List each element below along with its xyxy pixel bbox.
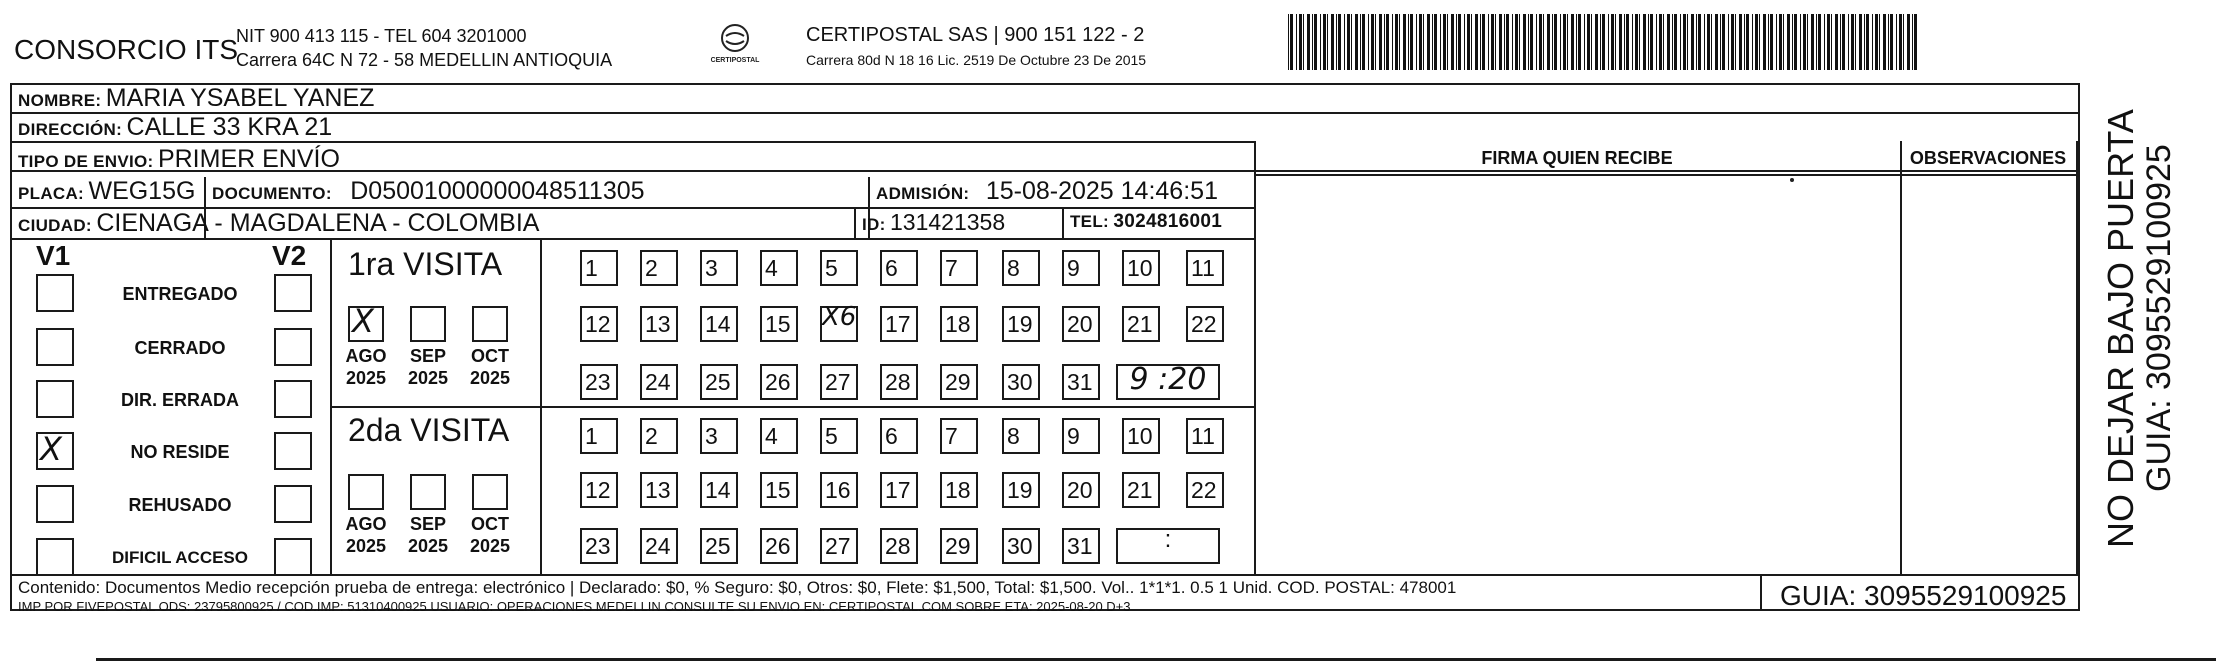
day-box[interactable]: 29	[940, 528, 978, 564]
month-checkbox[interactable]	[472, 474, 508, 510]
day-box[interactable]: 18	[940, 306, 978, 342]
signature-dot	[1790, 178, 1794, 182]
day-box[interactable]: 17	[880, 306, 918, 342]
v2-checkbox[interactable]	[274, 274, 312, 312]
day-box[interactable]: 2	[640, 418, 678, 454]
day-box[interactable]: 1	[580, 250, 618, 286]
observations-header: OBSERVACIONES	[1909, 148, 2067, 168]
day-box[interactable]: 15	[760, 472, 798, 508]
admission-value: 15-08-2025 14:46:51	[985, 177, 1218, 205]
day-box[interactable]: 4	[760, 250, 798, 286]
day-mark: X6	[822, 302, 857, 332]
admission-row	[876, 177, 1218, 206]
day-box[interactable]: 23	[580, 364, 618, 400]
day-box[interactable]: 12	[580, 306, 618, 342]
month-label: SEP	[409, 346, 447, 366]
visit2-title: 2da VISITA	[348, 412, 510, 448]
v1-checkbox[interactable]	[36, 274, 74, 312]
day-box[interactable]: 9	[1062, 418, 1100, 454]
day-box[interactable]: 19	[1002, 306, 1040, 342]
day-box[interactable]: 5	[820, 418, 858, 454]
signature-header: FIRMA QUIEN RECIBE	[1481, 148, 1673, 168]
name-row	[18, 84, 374, 113]
day-box[interactable]: 22	[1186, 472, 1224, 508]
day-box[interactable]: 3	[700, 250, 738, 286]
day-box[interactable]: 8	[1002, 418, 1040, 454]
address-row	[18, 113, 332, 142]
city-value: CIENAGA - MAGDALENA - COLOMBIA	[96, 209, 540, 237]
day-box[interactable]: 30	[1002, 364, 1040, 400]
month-label: OCT	[471, 346, 509, 366]
plate-label: PLACA:	[18, 184, 85, 203]
city-label: CIUDAD:	[18, 216, 92, 235]
plate-value: WEG15G	[88, 177, 196, 205]
status-label: DIR. ERRADA	[120, 390, 239, 410]
day-box[interactable]: 13	[640, 472, 678, 508]
day-box[interactable]: 25	[700, 528, 738, 564]
month-label: AGO	[345, 514, 387, 534]
day-box[interactable]: 28	[880, 364, 918, 400]
status-label: CERRADO	[134, 338, 226, 358]
v2-checkbox[interactable]	[274, 432, 312, 470]
day-box[interactable]: 16	[820, 472, 858, 508]
day-box[interactable]: 1	[580, 418, 618, 454]
day-box[interactable]: 21	[1122, 306, 1160, 342]
month-year: 2025	[469, 368, 511, 388]
day-box[interactable]: 28	[880, 528, 918, 564]
day-box[interactable]: 27	[820, 528, 858, 564]
day-box[interactable]: 12	[580, 472, 618, 508]
imp-line: IMP POR FIVEPOSTAL ODS: 23795800925 / COD.IMP: 51310400925 USUARIO: OPERACIONES MEDELLIN CONSULTE SU ENVIO EN: CERTIPOSTAL.COM SOBRE ETA: 2025-08-20 D+3	[18, 599, 1131, 614]
v1-label: V1	[36, 240, 71, 271]
company-nit: NIT 900 413 115 - TEL 604 3201000	[236, 26, 527, 46]
side-guia: GUIA: 3095529100925	[2140, 144, 2178, 492]
company-name: CONSORCIO ITS	[14, 34, 239, 65]
month-checkbox[interactable]	[410, 474, 446, 510]
barcode	[1288, 14, 1920, 70]
day-box[interactable]: 3	[700, 418, 738, 454]
document-value: D05001000000048511305	[350, 177, 645, 205]
plate-row	[18, 177, 195, 206]
day-box[interactable]: 21	[1122, 472, 1160, 508]
day-box[interactable]: 6	[880, 250, 918, 286]
address-label: DIRECCIÓN:	[18, 120, 123, 139]
v2-checkbox[interactable]	[274, 538, 312, 576]
month-year: 2025	[407, 536, 449, 556]
day-box[interactable]: 18	[940, 472, 978, 508]
day-box[interactable]: 24	[640, 528, 678, 564]
v1-mark-no-reside: X	[40, 430, 62, 468]
day-box[interactable]: 2	[640, 250, 678, 286]
month-label: OCT	[471, 514, 509, 534]
certipostal-logo	[704, 22, 766, 68]
shipment-type: PRIMER ENVÍO	[157, 145, 340, 173]
certipostal-logo-icon	[704, 22, 766, 68]
day-box[interactable]: 4	[760, 418, 798, 454]
barcode-icon	[1288, 14, 1920, 70]
day-box[interactable]: 10	[1122, 250, 1160, 286]
month-checkbox[interactable]	[410, 306, 446, 342]
svg-text:CERTIPOSTAL: CERTIPOSTAL	[710, 57, 760, 64]
tel-label: TEL:	[1070, 212, 1109, 231]
day-box[interactable]: 13	[640, 306, 678, 342]
side-notice: NO DEJAR BAJO PUERTA	[2100, 109, 2141, 548]
day-box[interactable]: 22	[1186, 306, 1224, 342]
month-label: AGO	[345, 346, 387, 366]
footer-guia: GUIA: 3095529100925	[1780, 580, 2067, 611]
day-box[interactable]: 30	[1002, 528, 1040, 564]
status-label: ENTREGADO	[122, 284, 238, 304]
carrier-name: CERTIPOSTAL SAS | 900 151 122 - 2	[806, 24, 1145, 46]
month-checkbox[interactable]	[348, 474, 384, 510]
city-row	[18, 209, 539, 238]
day-box[interactable]: 23	[580, 528, 618, 564]
day-box[interactable]: 31	[1062, 528, 1100, 564]
time-value: 9 :20	[1129, 362, 1207, 397]
day-box[interactable]: 10	[1122, 418, 1160, 454]
v1-checkbox[interactable]	[36, 380, 74, 418]
day-box[interactable]: 25	[700, 364, 738, 400]
status-label: REHUSADO	[128, 495, 232, 515]
day-box[interactable]: 15	[760, 306, 798, 342]
company-address: Carrera 64C N 72 - 58 MEDELLIN ANTIOQUIA	[236, 50, 613, 70]
document-row	[212, 177, 645, 206]
month-mark: X	[352, 302, 374, 340]
month-checkbox[interactable]	[472, 306, 508, 342]
v2-checkbox[interactable]	[274, 485, 312, 523]
day-box[interactable]: 17	[880, 472, 918, 508]
month-year: 2025	[345, 536, 387, 556]
status-label: DIFICIL ACCESO	[111, 548, 248, 567]
day-box[interactable]: 5	[820, 250, 858, 286]
day-box[interactable]: 11	[1186, 418, 1224, 454]
admission-label: ADMISIÓN:	[876, 184, 970, 203]
day-box[interactable]: 26	[760, 364, 798, 400]
v1-checkbox[interactable]	[36, 485, 74, 523]
carrier-address: Carrera 80d N 18 16 Lic. 2519 De Octubre 23 De 2015	[806, 52, 1147, 68]
type-row	[18, 145, 340, 174]
day-box[interactable]: 20	[1062, 306, 1100, 342]
month-year: 2025	[345, 368, 387, 388]
day-box[interactable]: 7	[940, 418, 978, 454]
tel-row	[1070, 211, 1222, 233]
month-year: 2025	[407, 368, 449, 388]
day-box[interactable]: 26	[760, 528, 798, 564]
time-value: :	[1164, 526, 1172, 553]
v1-checkbox[interactable]	[36, 328, 74, 366]
v2-checkbox[interactable]	[274, 380, 312, 418]
v2-label: V2	[272, 240, 307, 271]
month-year: 2025	[469, 536, 511, 556]
v2-checkbox[interactable]	[274, 328, 312, 366]
day-box[interactable]: 11	[1186, 250, 1224, 286]
day-box[interactable]: 24	[640, 364, 678, 400]
day-box[interactable]: 27	[820, 364, 858, 400]
day-box[interactable]: 8	[1002, 250, 1040, 286]
visit1-title: 1ra VISITA	[348, 246, 503, 282]
status-label: NO RESIDE	[130, 442, 230, 462]
content-line: Contenido: Documentos Medio recepción prueba de entrega: electrónico | Declarado: $0, % Seguro: $0, Otros: $0, Flete: $1,500, Total: $1,500. Vol.. 1*1*1. 0.5 1 Unid. COD. POSTAL: 478001	[18, 578, 1457, 597]
recipient-name: MARIA YSABEL YANEZ	[105, 84, 375, 112]
month-label: SEP	[409, 514, 447, 534]
tel-value: 3024816001	[1113, 211, 1223, 232]
recipient-address: CALLE 33 KRA 21	[126, 113, 333, 141]
day-box[interactable]: 29	[940, 364, 978, 400]
type-label: TIPO DE ENVIO:	[18, 152, 154, 171]
day-box[interactable]: 9	[1062, 250, 1100, 286]
name-label: NOMBRE:	[18, 91, 102, 110]
id-value: 131421358	[890, 209, 1006, 235]
day-box[interactable]: 14	[700, 306, 738, 342]
id-row	[862, 209, 1005, 236]
day-box[interactable]: 20	[1062, 472, 1100, 508]
day-box[interactable]: 7	[940, 250, 978, 286]
day-box[interactable]: 6	[880, 418, 918, 454]
day-box[interactable]: 31	[1062, 364, 1100, 400]
v1-checkbox[interactable]	[36, 538, 74, 576]
document-label: DOCUMENTO:	[212, 184, 332, 203]
day-box[interactable]: 14	[700, 472, 738, 508]
day-box[interactable]: 19	[1002, 472, 1040, 508]
id-label: ID:	[862, 215, 886, 234]
